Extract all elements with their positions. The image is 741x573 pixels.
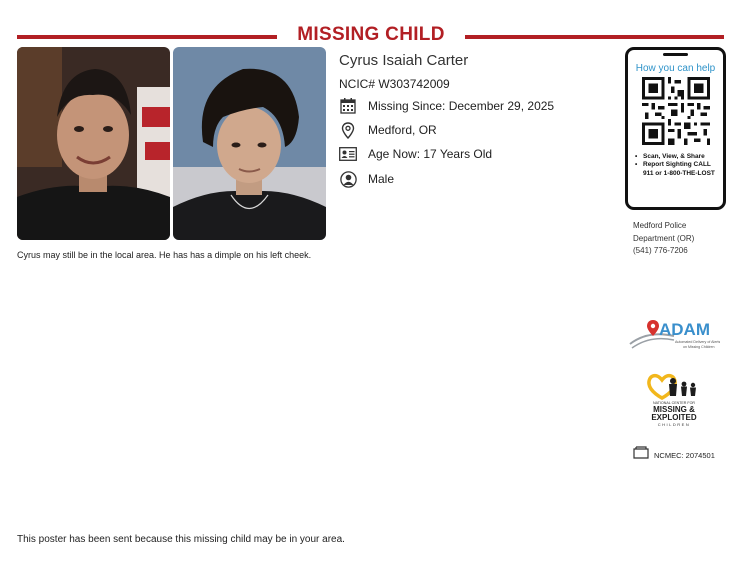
sex-row — [339, 170, 394, 188]
missing-since-row — [339, 97, 554, 115]
id-card-icon — [339, 145, 357, 163]
age-now: Age Now: 17 Years Old — [368, 147, 493, 161]
agency-name-line1: Medford Police — [633, 221, 687, 230]
age-row — [339, 145, 492, 163]
ncmec-line-4: CHILDREN — [657, 422, 691, 427]
ncmec-line-3: EXPLOITED — [651, 413, 697, 422]
footer-note: This poster has been sent because this missing child may be in your area. — [17, 534, 345, 545]
agency-phone[interactable]: (541) 776-7206 — [633, 246, 688, 255]
help-step: • Scan, View, & Share — [634, 153, 720, 161]
adam-tagline-1: Automated Delivery of Alerts — [675, 340, 720, 344]
help-title: How you can help — [635, 63, 716, 74]
help-step: • Report Sighting CALL 911 or 1-800-THE-LOST — [634, 161, 720, 178]
missing-since: Missing Since: December 29, 2025 — [368, 99, 555, 113]
ncic-number: NCIC# W303742009 — [339, 77, 450, 91]
location-row — [339, 121, 437, 139]
child-description: Cyrus may still be in the local area. He has has a dimple on his left cheek. — [17, 250, 312, 260]
location: Medford, OR — [368, 123, 437, 137]
help-phone-card — [625, 47, 726, 210]
child-photo-2 — [173, 47, 326, 240]
folder-icon — [633, 446, 649, 464]
phone-notch — [663, 53, 688, 56]
adam-tagline-2: on Missing Children — [683, 345, 715, 349]
sex: Male — [368, 172, 395, 186]
agency-contact — [633, 220, 694, 258]
calendar-icon — [339, 97, 357, 115]
adam-wordmark: ADAM — [659, 320, 710, 339]
agency-name-line2: Department (OR) — [633, 233, 695, 243]
person-icon — [339, 170, 357, 188]
case-number-row — [633, 446, 715, 464]
ncmec-line-1: NATIONAL CENTER FOR — [653, 401, 695, 405]
header-rule-right — [465, 35, 724, 39]
child-name: Cyrus Isaiah Carter — [339, 52, 469, 69]
qr-code[interactable] — [642, 77, 710, 145]
ncmec-logo — [646, 370, 702, 428]
adam-logo — [628, 318, 720, 354]
ncmec-line-2: MISSING & — [653, 405, 695, 414]
child-photo-1 — [17, 47, 170, 240]
help-steps — [634, 153, 720, 178]
poster-title: MISSING CHILD — [297, 24, 445, 45]
location-pin-icon — [339, 121, 357, 139]
header-rule-left — [17, 35, 277, 39]
ncmec-case-number: NCMEC: 2074501 — [654, 450, 715, 460]
